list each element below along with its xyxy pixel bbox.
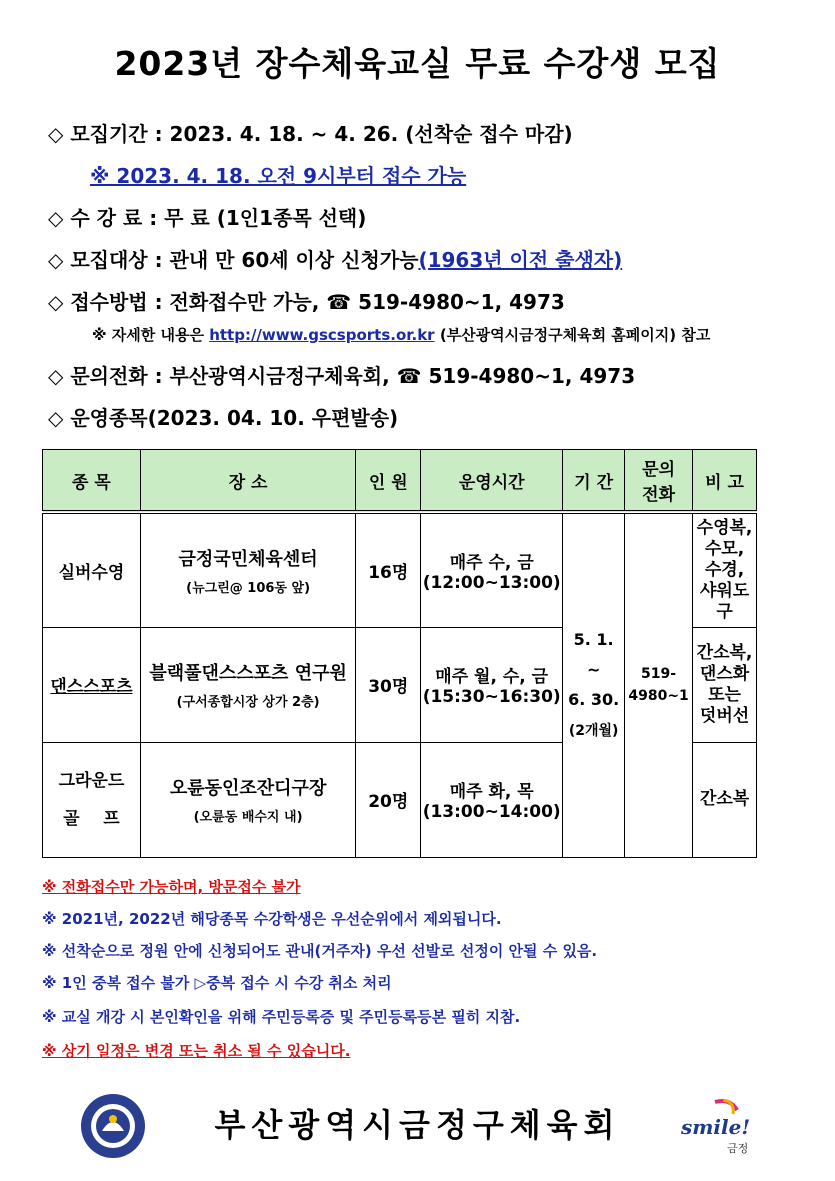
- time-hours: (12:00~13:00): [422, 572, 561, 593]
- tuition-fee: ◇ 수 강 료 : 무 료 (1인1종목 선택): [48, 206, 367, 230]
- place-sub: (오륜동 배수지 내): [193, 810, 303, 825]
- operation-sports: ◇ 운영종목(2023. 04. 10. 우편발송): [48, 406, 399, 430]
- sport-cell: [43, 742, 141, 857]
- phone-cell: [625, 512, 693, 857]
- smile-geumjeong-logo-icon: [675, 1098, 765, 1158]
- table-header-row: [43, 450, 757, 513]
- sport-cell: [43, 627, 141, 742]
- period-start: 5. 1.: [573, 629, 614, 649]
- note-item: ※ 상기 일정은 변경 또는 취소 될 수 있습니다.: [42, 1042, 351, 1060]
- note-cell: [693, 512, 757, 627]
- sport-name-l2: 골 프: [63, 808, 120, 829]
- table-row: [43, 512, 757, 627]
- note-line: 수영복,: [696, 517, 753, 538]
- schedule-table: [42, 449, 757, 858]
- note-line: 샤워도구: [699, 580, 750, 622]
- note-line: 수경,: [704, 559, 745, 580]
- note-item: ※ 전화접수만 가능하며, 방문접수 불가: [42, 878, 301, 896]
- note-item: ※ 2021년, 2022년 해당종목 수강학생은 우선순위에서 제외됩니다.: [42, 910, 502, 928]
- apply-method: ◇ 접수방법 : 전화접수만 가능, ☎ 519-4980~1, 4973: [48, 290, 565, 314]
- header-time: 운영시간: [421, 450, 563, 513]
- period-tilde: ~: [586, 659, 601, 679]
- time-hours: (13:00~14:00): [422, 802, 561, 822]
- apply-detail-suffix: (부산광역시금정구체육회 홈페이지) 참고: [439, 326, 711, 344]
- period-duration: (2개월): [568, 722, 619, 739]
- time-cell: [421, 742, 563, 857]
- header-people: 인 원: [356, 450, 421, 513]
- time-days: 매주 화, 목: [449, 782, 534, 802]
- sport-cell: 실버수영: [43, 512, 141, 627]
- place-sub: (뉴그린@ 106동 앞): [186, 580, 311, 596]
- page-title: 2023년 장수체육교실 무료 수강생 모집: [114, 44, 721, 83]
- homepage-link[interactable]: http://www.gscsports.or.kr: [209, 326, 435, 344]
- time-hours: (15:30~16:30): [422, 687, 561, 707]
- header-phone-l2: 전화: [642, 485, 675, 505]
- time-cell: [421, 627, 563, 742]
- note-line: 간소복,: [696, 642, 753, 663]
- place-name: 금정국민체육센터: [178, 548, 318, 570]
- header-sport: 종 목: [43, 450, 141, 513]
- period-cell: [563, 512, 625, 857]
- recruit-target-label: ◇ 모집대상 : 관내 만 60세 이상 신청가능: [48, 248, 419, 272]
- inquiry-phone: ◇ 문의전화 : 부산광역시금정구체육회, ☎ 519-4980~1, 4973: [48, 364, 636, 388]
- note-line: 댄스화: [699, 663, 750, 684]
- place-name: 오륜동인조잔디구장: [169, 778, 327, 799]
- svg-text:smile!: smile!: [681, 1115, 751, 1139]
- note-line: 수모,: [704, 538, 745, 559]
- place-sub: (구서종합시장 상가 2층): [176, 695, 320, 710]
- people-cell: 20명: [356, 742, 421, 857]
- time-days: 매주 수, 금: [449, 552, 534, 573]
- recruit-period: ◇ 모집기간 : 2023. 4. 18. ~ 4. 26. (선착순 접수 마감): [48, 122, 573, 146]
- header-note: 비 고: [693, 450, 757, 513]
- note-item: ※ 1인 중복 접수 불가 ▷중복 접수 시 수강 취소 처리: [42, 974, 392, 992]
- place-cell: [140, 742, 355, 857]
- time-cell: [421, 512, 563, 627]
- note-line: 간소복: [699, 789, 750, 809]
- footer-organization: 부산광역시금정구체육회: [214, 1106, 621, 1144]
- phone-l2: 4980~1: [628, 688, 689, 705]
- phone-l1: 519-: [641, 666, 677, 683]
- period-end: 6. 30.: [568, 689, 620, 709]
- place-cell: [140, 512, 355, 627]
- note-item: ※ 선착순으로 정원 안에 신청되어도 관내(거주자) 우선 선발로 선정이 안될 수 있음.: [42, 942, 598, 960]
- sport-name-l1: 그라운드: [58, 770, 125, 791]
- note-cell: [693, 627, 757, 742]
- people-cell: 30명: [356, 627, 421, 742]
- place-name: 블랙풀댄스스포츠 연구원: [149, 663, 347, 684]
- header-phone: [625, 450, 693, 513]
- sport-name: 댄스스포츠: [50, 677, 133, 697]
- apply-detail: [92, 324, 710, 345]
- note-item: ※ 교실 개강 시 본인확인을 위해 주민등록증 및 주민등록등본 필히 지참.: [42, 1008, 521, 1026]
- place-cell: [140, 627, 355, 742]
- note-line: 덧버선: [699, 705, 750, 726]
- recruit-target: [48, 244, 622, 273]
- recruit-start-note: ※ 2023. 4. 18. 오전 9시부터 접수 가능: [90, 164, 467, 188]
- apply-detail-prefix: ※ 자세한 내용은: [92, 326, 204, 344]
- header-place: 장 소: [140, 450, 355, 513]
- recruit-target-birth: (1963년 이전 출생자): [418, 248, 623, 272]
- header-period: 기 간: [563, 450, 625, 513]
- note-cell: [693, 742, 757, 857]
- people-cell: 16명: [356, 512, 421, 627]
- header-phone-l1: 문의: [642, 460, 675, 480]
- svg-text:금정: 금정: [727, 1142, 749, 1155]
- note-line: 또는: [708, 684, 741, 705]
- time-days: 매주 월, 수, 금: [435, 667, 549, 687]
